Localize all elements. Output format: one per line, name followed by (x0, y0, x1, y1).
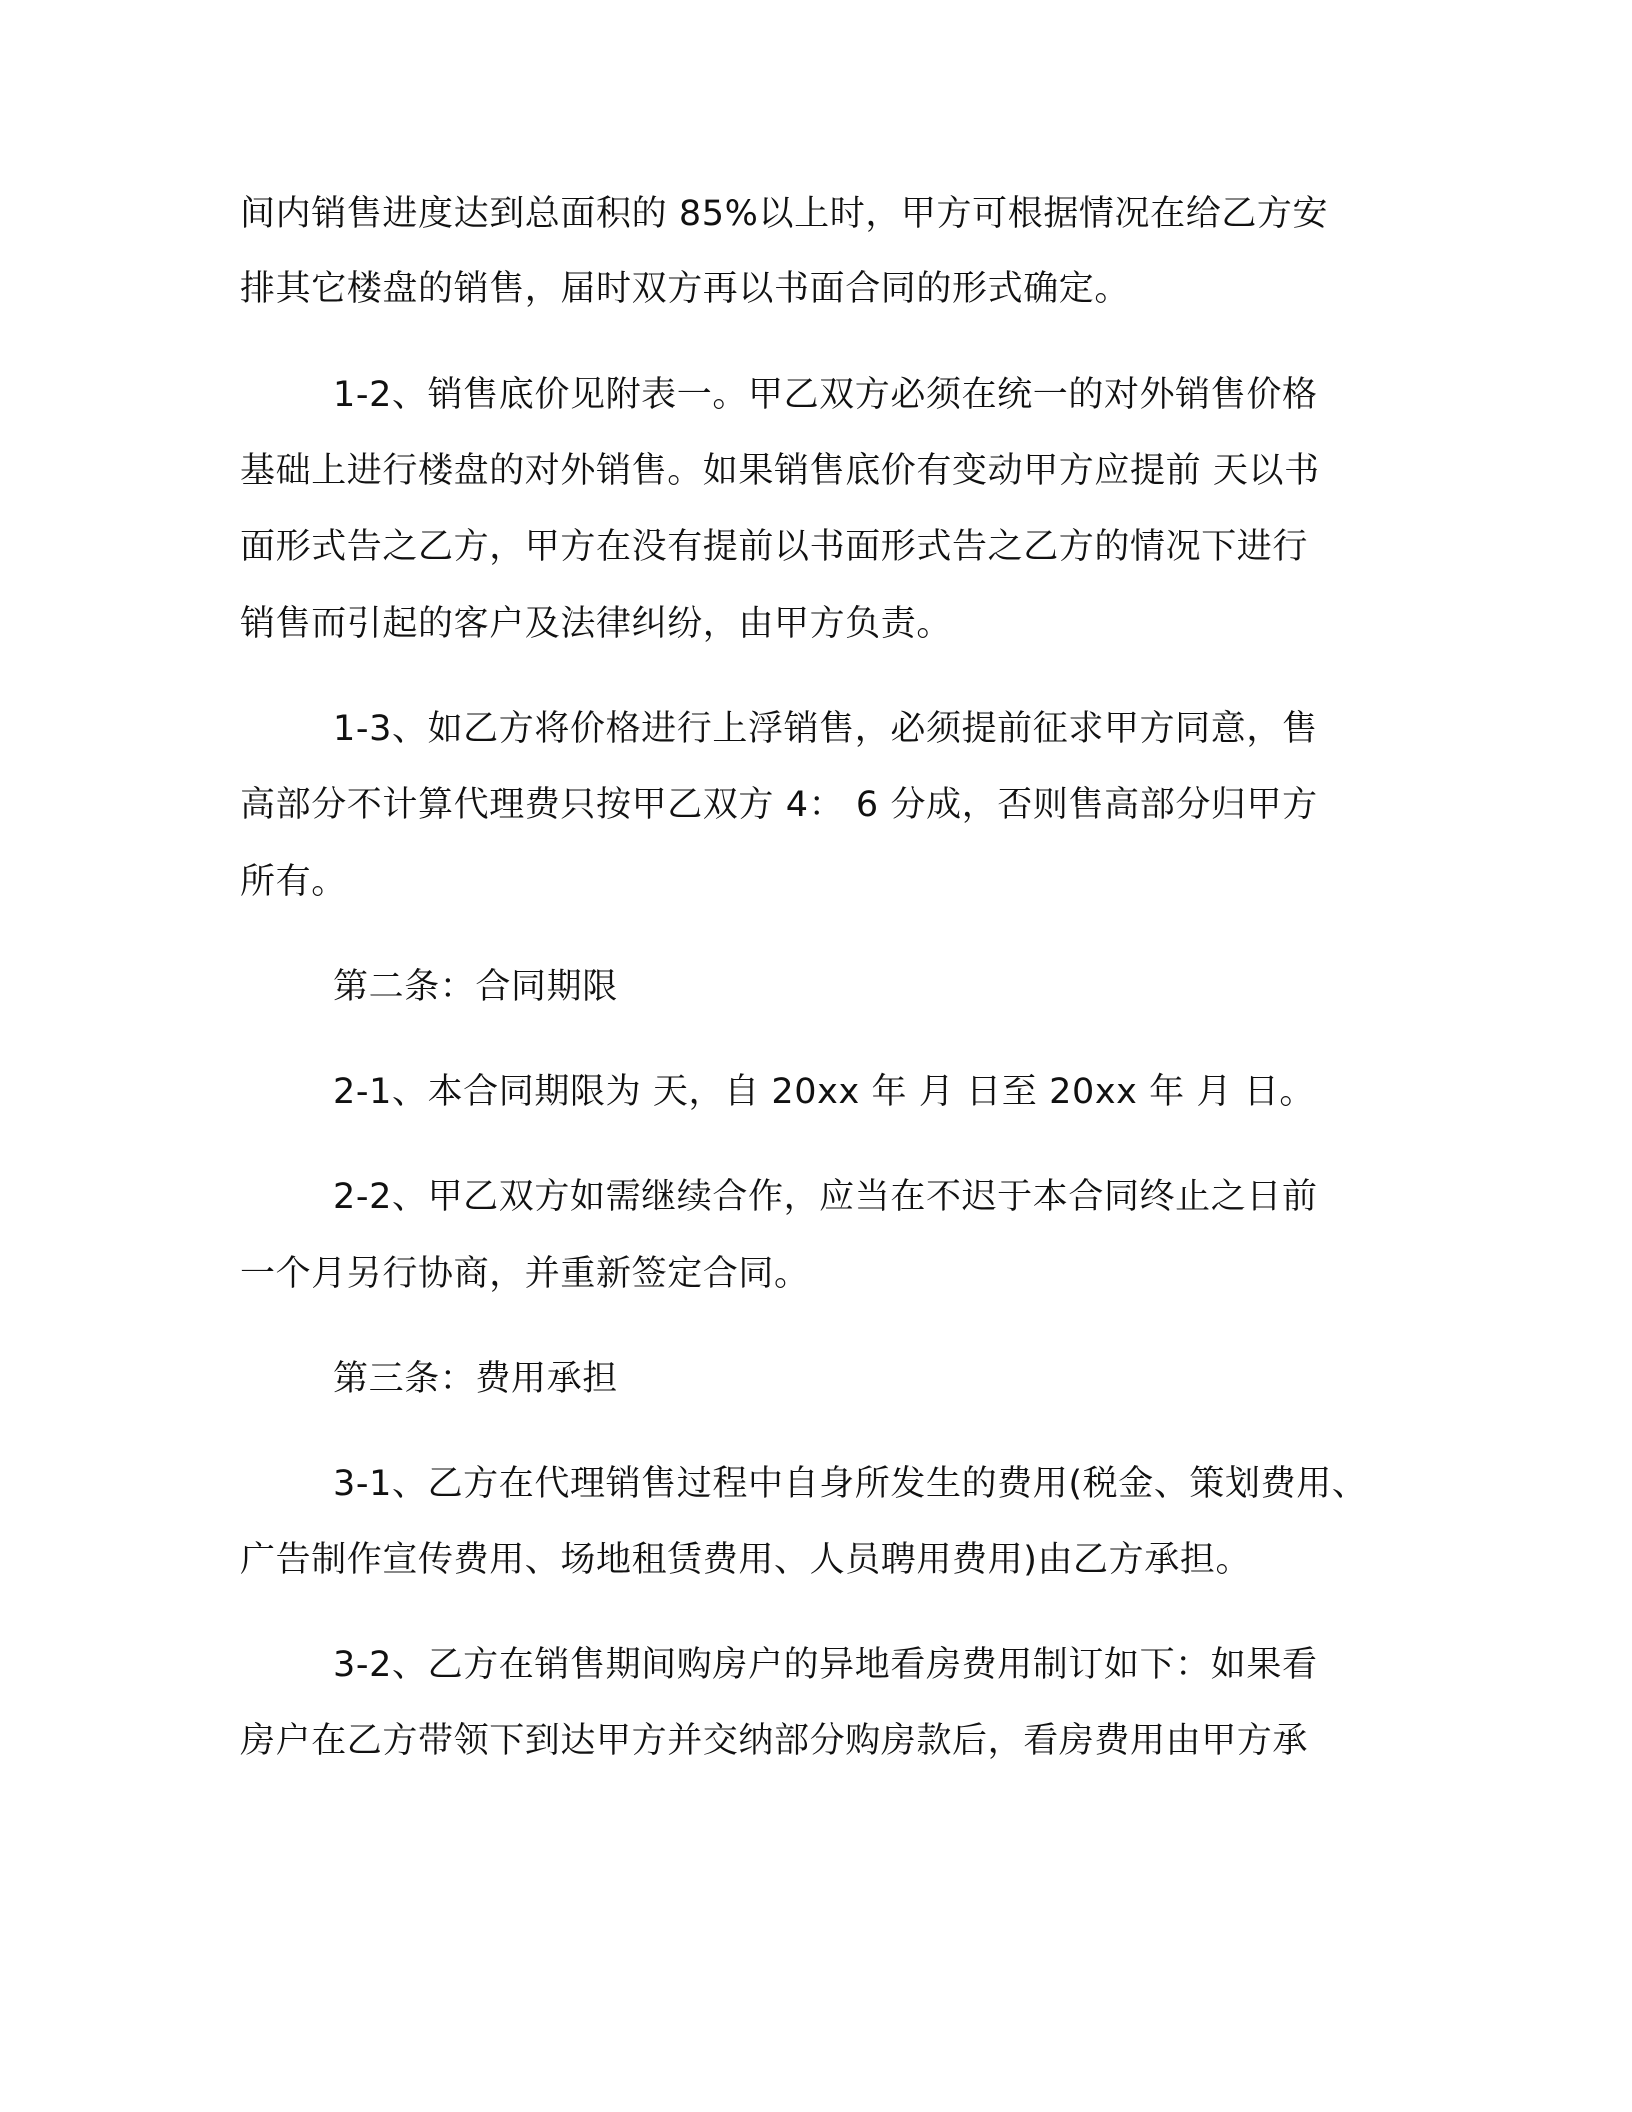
text-line-11: 2-1、本合同期限为 天，自 20xx 年 月 日至 20xx 年 月 日。 (333, 1072, 1316, 1112)
text-line-17: 3-2、乙方在销售期间购房户的异地看房费用制订如下：如果看 (333, 1645, 1318, 1685)
text-line-18: 房户在乙方带领下到达甲方并交纳部分购房款后，看房费用由甲方承 (240, 1721, 1309, 1761)
section-heading-2: 第二条：合同期限 (333, 967, 618, 1007)
text-line-15: 3-1、乙方在代理销售过程中自身所发生的费用(税金、策划费用、 (333, 1464, 1368, 1504)
text-line-4: 基础上进行楼盘的对外销售。如果销售底价有变动甲方应提前 天以书 (240, 451, 1320, 491)
text-line-2: 排其它楼盘的销售，届时双方再以书面合同的形式确定。 (240, 269, 1131, 309)
text-line-3: 1-2、销售底价见附表一。甲乙双方必须在统一的对外销售价格 (333, 375, 1318, 415)
text-line-13: 一个月另行协商，并重新签定合同。 (240, 1254, 810, 1294)
text-line-16: 广告制作宣传费用、场地租赁费用、人员聘用费用)由乙方承担。 (240, 1540, 1252, 1580)
text-line-12: 2-2、甲乙双方如需继续合作，应当在不迟于本合同终止之日前 (333, 1177, 1318, 1217)
text-line-1: 间内销售进度达到总面积的 85%以上时，甲方可根据情况在给乙方安 (240, 194, 1329, 234)
text-line-6: 销售而引起的客户及法律纠纷，由甲方负责。 (240, 604, 953, 644)
text-line-9: 所有。 (240, 862, 347, 902)
section-heading-3: 第三条：费用承担 (333, 1359, 618, 1399)
text-line-5: 面形式告之乙方，甲方在没有提前以书面形式告之乙方的情况下进行 (240, 527, 1309, 567)
text-line-7: 1-3、如乙方将价格进行上浮销售，必须提前征求甲方同意，售 (333, 709, 1318, 749)
text-line-8: 高部分不计算代理费只按甲乙双方 4： 6 分成，否则售高部分归甲方 (240, 785, 1318, 825)
